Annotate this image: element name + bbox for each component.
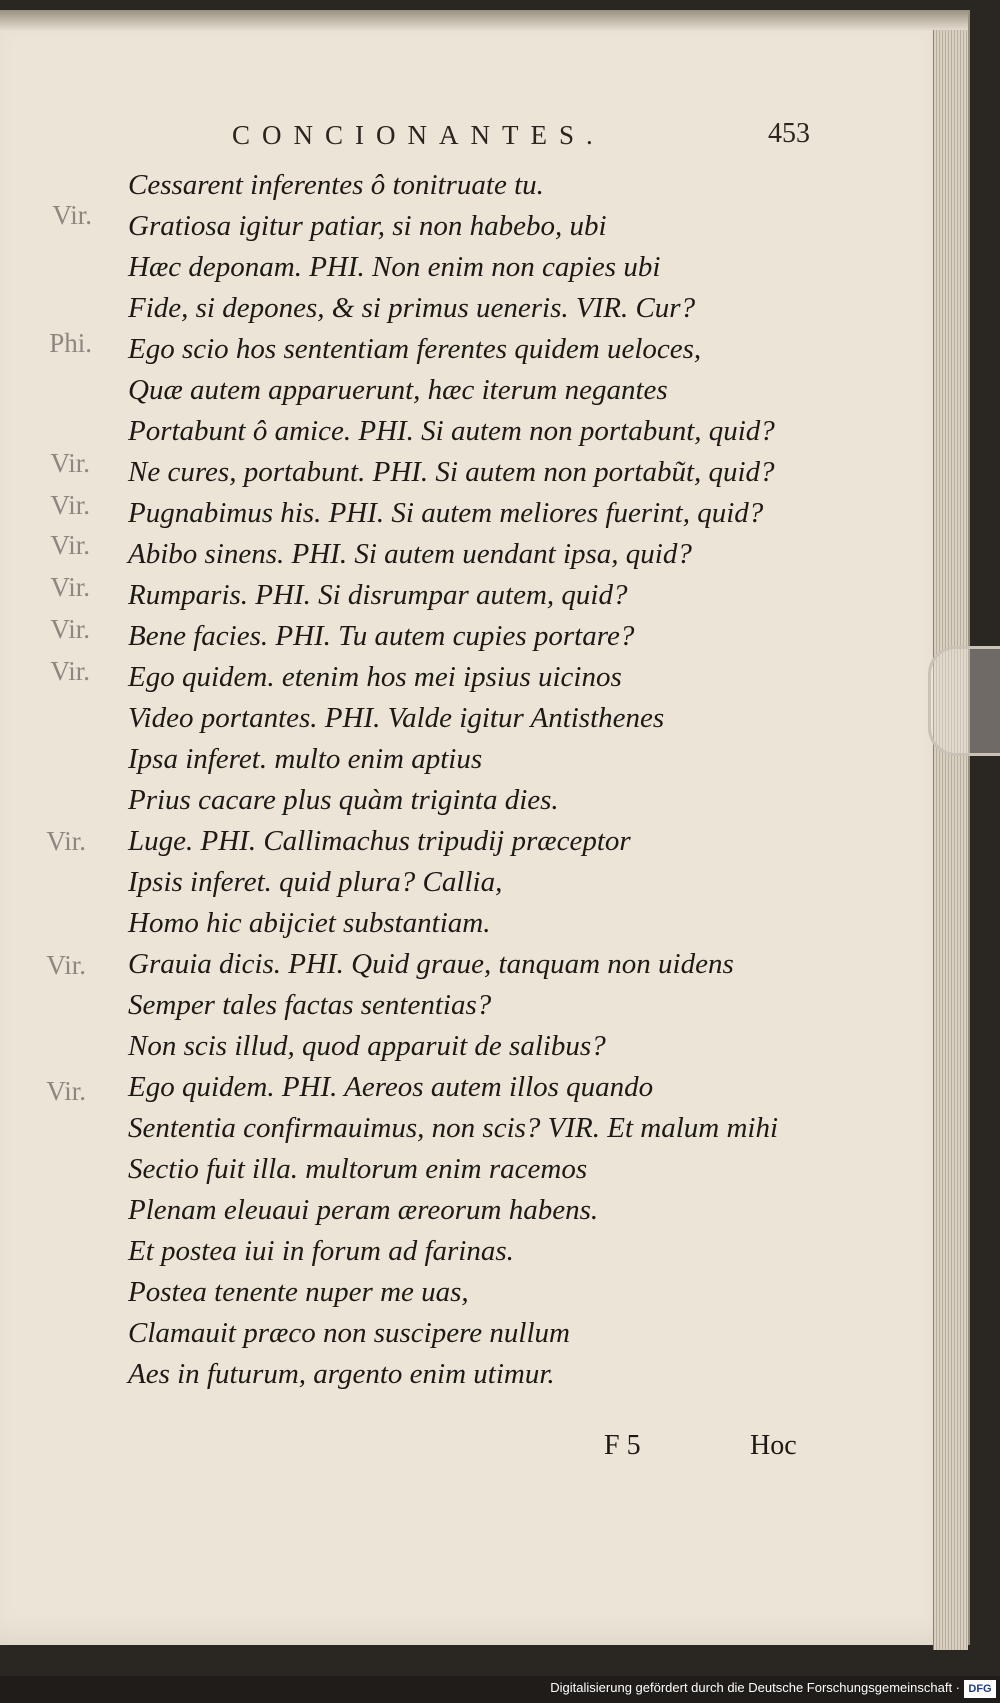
page-edges bbox=[933, 30, 968, 1650]
text-line: Abibo sinens. PHI. Si autem uendant ipsa, quid? bbox=[128, 538, 692, 570]
page-number: 453 bbox=[768, 118, 810, 149]
page-clip bbox=[928, 646, 1000, 756]
text-line: Fide, si depones, & si primus ueneris. VIR. Cur? bbox=[128, 292, 696, 324]
text-line: Quæ autem apparuerunt, hæc iterum negantes bbox=[128, 374, 668, 406]
text-line: Gratiosa igitur patiar, si non habebo, ubi bbox=[128, 210, 607, 242]
text-line: Ipsa inferet. multo enim aptius bbox=[128, 743, 483, 775]
text-line: Video portantes. PHI. Valde igitur Antisthenes bbox=[128, 702, 665, 734]
text-line: Prius cacare plus quàm triginta dies. bbox=[128, 784, 559, 816]
text-line: Pugnabimus his. PHI. Si autem meliores fuerint, quid? bbox=[128, 497, 764, 529]
text-line: Hæc deponam. PHI. Non enim non capies ubi bbox=[128, 251, 661, 283]
text-line: Clamauit præco non suscipere nullum bbox=[128, 1317, 570, 1349]
dfg-logo: DFG bbox=[964, 1680, 996, 1698]
speaker-label: Vir. bbox=[50, 448, 90, 478]
text-line: Aes in futurum, argento enim utimur. bbox=[128, 1358, 555, 1390]
speaker-label: Phi. bbox=[49, 328, 92, 358]
text-block bbox=[128, 165, 778, 1395]
catchword: Hoc bbox=[750, 1430, 797, 1461]
signature-mark: F 5 bbox=[604, 1430, 641, 1461]
text-line: Non scis illud, quod apparuit de salibus? bbox=[128, 1030, 606, 1062]
text-line: Sectio fuit illa. multorum enim racemos bbox=[128, 1153, 588, 1185]
text-line: Plenam eleuaui peram æreorum habens. bbox=[128, 1194, 599, 1226]
speaker-label: Vir. bbox=[46, 1076, 86, 1106]
text-line: Ego quidem. PHI. Aereos autem illos quando bbox=[128, 1071, 654, 1103]
speaker-label: Vir. bbox=[46, 950, 86, 980]
speaker-label: Vir. bbox=[50, 490, 90, 520]
running-head: CONCIONANTES. bbox=[232, 120, 605, 150]
text-line: Homo hic abijciet substantiam. bbox=[128, 907, 491, 939]
text-line: Postea tenente nuper me uas, bbox=[128, 1276, 469, 1308]
book-page bbox=[0, 10, 970, 1645]
page-top-shadow bbox=[0, 10, 968, 32]
text-line: Ego quidem. etenim hos mei ipsius uicinos bbox=[128, 661, 622, 693]
speaker-label: Vir. bbox=[52, 200, 92, 230]
speaker-label: Vir. bbox=[50, 656, 90, 686]
speaker-label: Vir. bbox=[50, 530, 90, 560]
text-line: Bene facies. PHI. Tu autem cupies portare? bbox=[128, 620, 635, 652]
text-line: Cessarent inferentes ô tonitruate tu. bbox=[128, 169, 544, 201]
text-line: Sententia confirmauimus, non scis? VIR. Et malum mihi bbox=[128, 1112, 779, 1144]
text-line: Luge. PHI. Callimachus tripudij præceptor bbox=[128, 825, 631, 857]
footer-credit: Digitalisierung gefördert durch die Deutsche Forschungsgemeinschaft · bbox=[550, 1680, 960, 1695]
speaker-label: Vir. bbox=[46, 826, 86, 856]
text-line: Rumparis. PHI. Si disrumpar autem, quid? bbox=[128, 579, 628, 611]
text-line: Portabunt ô amice. PHI. Si autem non portabunt, quid? bbox=[128, 415, 775, 447]
text-line: Et postea iui in forum ad farinas. bbox=[128, 1235, 514, 1267]
text-line: Grauia dicis. PHI. Quid graue, tanquam non uidens bbox=[128, 948, 734, 980]
speaker-label: Vir. bbox=[50, 614, 90, 644]
text-line: Semper tales factas sententias? bbox=[128, 989, 492, 1021]
speaker-label: Vir. bbox=[50, 572, 90, 602]
text-line: Ne cures, portabunt. PHI. Si autem non portabũt, quid? bbox=[128, 456, 775, 488]
text-line: Ego scio hos sententiam ferentes quidem ueloces, bbox=[128, 333, 702, 365]
text-line: Ipsis inferet. quid plura? Callia, bbox=[128, 866, 503, 898]
